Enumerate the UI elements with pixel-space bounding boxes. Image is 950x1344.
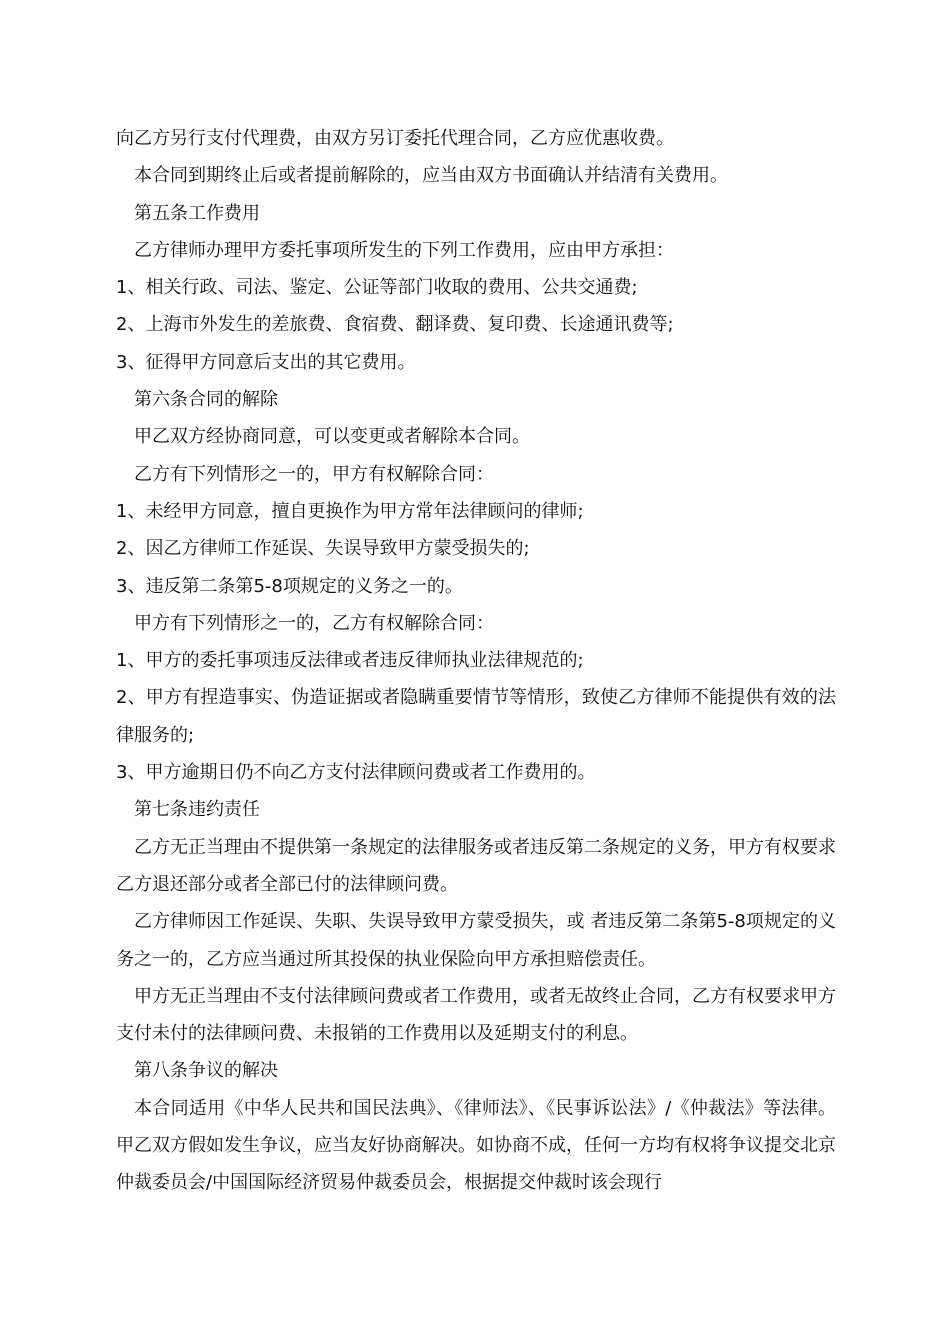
paragraph: 乙方无正当理由不提供第一条规定的法律服务或者违反第二条规定的义务，甲方有权要求乙方退还部分或者全部已付的法律顾问费。 (116, 836, 836, 895)
section-heading: 第七条违约责任 (134, 799, 260, 821)
paragraph: 乙方律师因工作延误、失职、失误导致甲方蒙受损失，或 者违反第二条第5-8项规定的义务之一的，乙方应当通过所其投保的执业保险向甲方承担赔偿责任。 (116, 911, 836, 970)
section-heading: 第六条合同的解除 (134, 389, 278, 411)
paragraph: 乙方有下列情形之一的，甲方有权解除合同： (134, 463, 494, 485)
list-item: 3、征得甲方同意后支出的其它费用。 (116, 351, 416, 373)
list-item: 3、违反第二条第5-8项规定的义务之一的。 (116, 575, 463, 597)
list-item: 3、甲方逾期日仍不向乙方支付法律顾问费或者工作费用的。 (116, 762, 596, 784)
document-body (116, 120, 836, 1202)
paragraph: 甲乙双方经协商同意，可以变更或者解除本合同。 (134, 426, 530, 448)
list-item: 1、未经甲方同意，擅自更换作为甲方常年法律顾问的律师; (116, 500, 584, 522)
paragraph: 本合同适用《中华人民共和国民法典》、《律师法》、《民事诉讼法》/《仲裁法》等法律。甲乙双方假如发生争议，应当友好协商解决。如协商不成，任何一方均有权将争议提交北京仲裁委员会/中国国际经济贸易仲裁委员会，根据提交仲裁时该会现行 (116, 1097, 836, 1194)
list-item: 2、甲方有捏造事实、伪造证据或者隐瞒重要情节等情形，致使乙方律师不能提供有效的法律服务的; (116, 687, 836, 746)
list-item: 1、甲方的委托事项违反法律或者违反律师执业法律规范的; (116, 650, 584, 672)
paragraph: 向乙方另行支付代理费，由双方另订委托代理合同，乙方应优惠收费。 (116, 128, 674, 149)
paragraph: 甲方有下列情形之一的，乙方有权解除合同： (134, 612, 494, 634)
paragraph: 甲方无正当理由不支付法律顾问费或者工作费用，或者无故终止合同，乙方有权要求甲方支付未付的法律顾问费、未报销的工作费用以及延期支付的利息。 (116, 985, 836, 1045)
paragraph: 本合同到期终止后或者提前解除的，应当由双方书面确认并结清有关费用。 (134, 165, 728, 187)
list-item: 1、相关行政、司法、鉴定、公证等部门收取的费用、公共交通费; (116, 277, 638, 299)
paragraph: 乙方律师办理甲方委托事项所发生的下列工作费用，应由甲方承担： (134, 239, 674, 261)
list-item: 2、因乙方律师工作延误、失误导致甲方蒙受损失的; (116, 538, 530, 560)
section-heading: 第八条争议的解决 (134, 1060, 278, 1082)
section-heading: 第五条工作费用 (134, 202, 260, 224)
list-item: 2、上海市外发生的差旅费、食宿费、翻译费、复印费、长途通讯费等; (116, 314, 674, 336)
